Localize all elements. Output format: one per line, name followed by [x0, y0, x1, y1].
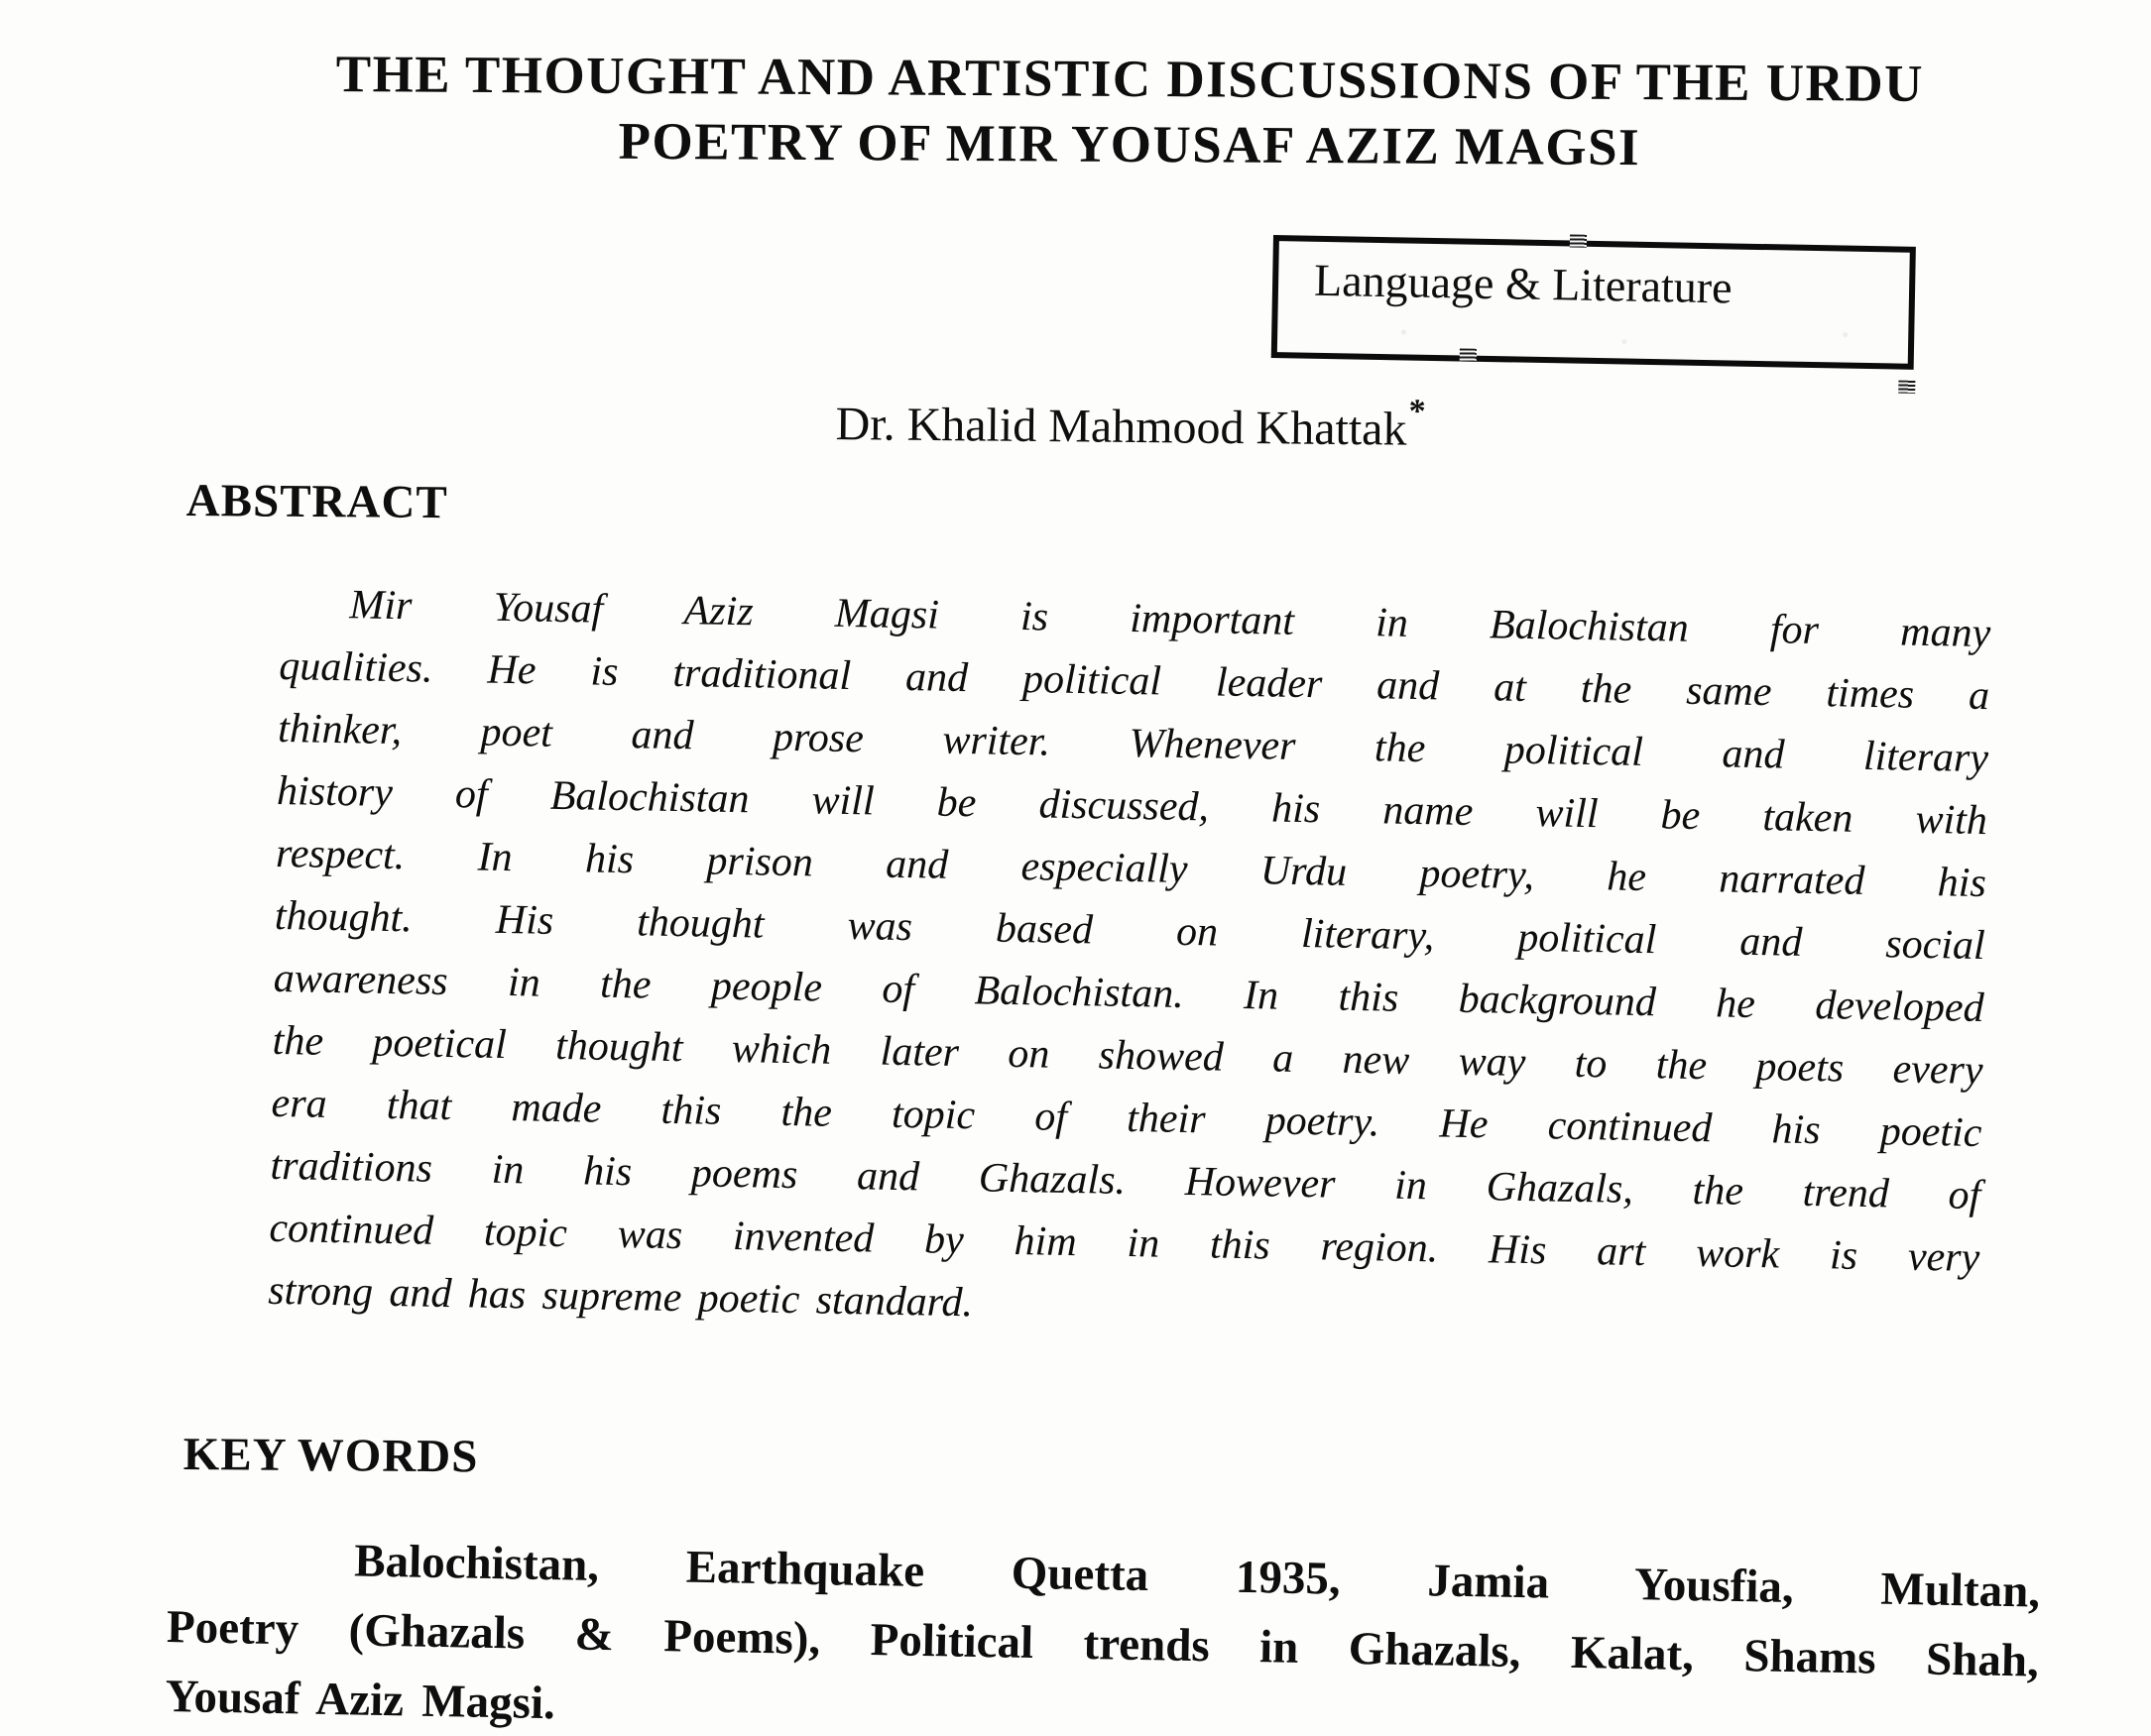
- author-footnote-asterisk: *: [1408, 393, 1426, 430]
- text-line: traditions in his poems and Ghazals. However in Ghazals, the trend of: [270, 1142, 1981, 1219]
- text-line: thinker, poet and prose writer. Whenever the political and literary: [277, 705, 1989, 782]
- abstract-paragraph: [268, 573, 1991, 1352]
- text-line: era that made this the topic of their poetry. He continued his poetic: [271, 1080, 1982, 1157]
- text-line: Yousaf Aziz Magsi.: [165, 1670, 556, 1730]
- text-line: Mir Yousaf Aziz Magsi is important in Balochistan for many: [349, 582, 1991, 657]
- keywords-heading: KEY WORDS: [182, 1428, 479, 1483]
- author-name: Dr. Khalid Mahmood Khattak: [835, 398, 1407, 456]
- text-line: Balochistan, Earthquake Quetta 1935, Jamia Yousfia, Multan,: [353, 1535, 2041, 1618]
- text-line: continued topic was invented by him in this region. His art work is very: [269, 1205, 1980, 1282]
- scan-artifact-handle-icon: [1569, 234, 1586, 247]
- category-label: Language & Literature: [1313, 254, 1733, 313]
- text-line: history of Balochistan will be discussed, his name will be taken with: [276, 767, 1988, 845]
- author-line: [0, 375, 2151, 467]
- title-line-1: THE THOUGHT AND ARTISTIC DISCUSSIONS OF THE URDU: [335, 46, 1925, 113]
- paper-title: [0, 40, 2151, 183]
- title-line-2: POETRY OF MIR YOUSAF AZIZ MAGSI: [618, 112, 1641, 177]
- category-box: [1271, 235, 1916, 370]
- text-line: respect. In his prison and especially Urdu poetry, he narrated his: [275, 830, 1987, 907]
- text-line: Poetry (Ghazals & Poems), Political trends in Ghazals, Kalat, Shams Shah,: [166, 1600, 2040, 1687]
- text-line: awareness in the people of Balochistan. In this background he developed: [273, 955, 1985, 1032]
- text-line: qualities. He is traditional and political leader and at the same times a: [278, 642, 1990, 720]
- text-line: strong and has supreme poetic standard.: [267, 1267, 974, 1327]
- abstract-heading: ABSTRACT: [185, 474, 448, 529]
- keywords-paragraph: [165, 1523, 2041, 1736]
- text-line: the poetical thought which later on showed a new way to the poets every: [272, 1017, 1983, 1095]
- scan-artifact-handle-icon: [1898, 381, 1915, 394]
- text-line: thought. His thought was based on literary, political and social: [274, 892, 1986, 970]
- scan-artifact-handle-icon: [1460, 348, 1477, 361]
